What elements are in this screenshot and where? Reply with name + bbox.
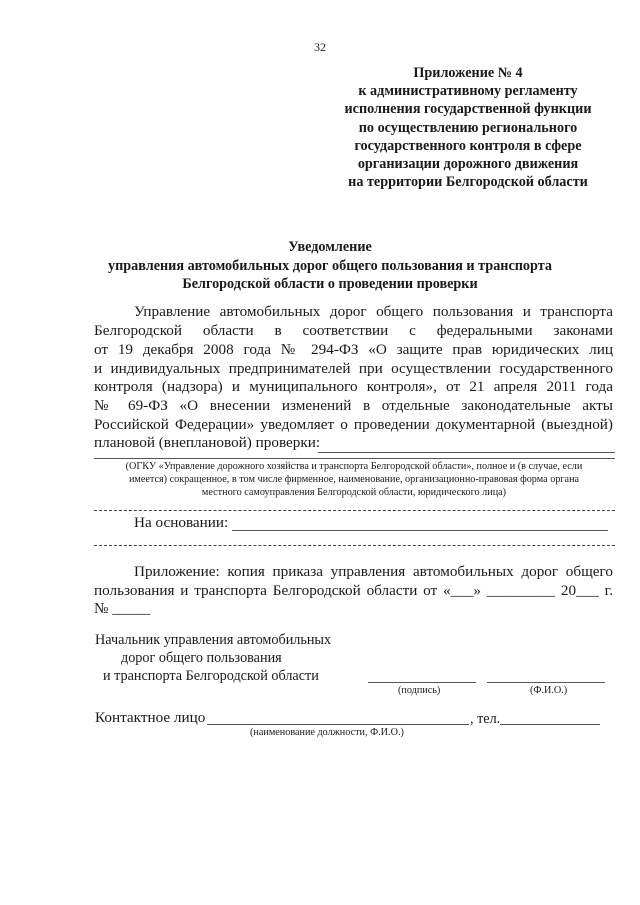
basis-line-2 xyxy=(94,545,615,546)
attachment-line: № _____ xyxy=(94,600,151,617)
body-line: Управление автомобильных дорог общего пользования и транспорта xyxy=(134,303,613,320)
signature-line xyxy=(368,682,476,683)
signatory-line: Начальник управления автомобильных xyxy=(95,632,332,648)
page-number: 32 xyxy=(314,40,326,54)
org-note-line: местного самоуправления Белгородской области, юридического лица) xyxy=(201,487,507,498)
appendix-line: по осуществлению регионального xyxy=(358,119,578,136)
phone-line xyxy=(500,724,600,725)
basis-label: На основании: xyxy=(134,514,229,531)
body-line: Российской Федерации» уведомляет о проведении документарной (выездной) xyxy=(94,416,613,433)
org-note-line: (ОГКУ «Управление дорожного хозяйства и транспорта Белгородской области», полное и (в случае, если xyxy=(125,461,583,472)
inspection-subject-line xyxy=(318,452,615,453)
contact-line xyxy=(207,724,469,725)
inspection-subject-line xyxy=(94,458,615,459)
appendix-line: организации дорожного движения xyxy=(357,156,579,173)
title-line: управления автомобильных дорог общего пользования и транспорта xyxy=(108,257,552,274)
attachment-line: Приложение: копия приказа управления автомобильных дорог общего xyxy=(134,563,613,580)
org-note-line: имеется) сокращенное, в том числе фирменное, наименование, организационно-правовая форма органа xyxy=(128,474,580,485)
title-line: Уведомление xyxy=(288,239,372,255)
appendix-line: Приложение № 4 xyxy=(413,65,523,81)
body-line: плановой (внеплановой) проверки: xyxy=(94,434,321,451)
appendix-line: исполнения государственной функции xyxy=(344,101,592,118)
appendix-line: к административному регламенту xyxy=(358,83,578,100)
signature-caption: (подпись) xyxy=(398,685,441,696)
org-note xyxy=(80,460,628,499)
body-line: № 69-ФЗ «О внесении изменений в отдельные законодательные акты xyxy=(94,397,613,414)
document-title xyxy=(60,238,600,294)
position-caption: (наименование должности, Ф.И.О.) xyxy=(250,727,404,738)
body-line: и индивидуальных предпринимателей при осуществлении государственного xyxy=(94,360,613,377)
name-caption: (Ф.И.О.) xyxy=(530,685,568,696)
phone-label: , тел. xyxy=(470,711,501,727)
signatory-line: дорог общего пользования xyxy=(121,650,282,666)
basis-line xyxy=(232,530,608,531)
separator-line xyxy=(94,510,615,511)
title-line: Белгородской области о проведении проверки xyxy=(182,276,478,292)
attachment-line: пользования и транспорта Белгородской области от «___» _________ 20___ г. xyxy=(94,582,613,599)
contact-label: Контактное лицо xyxy=(95,709,206,726)
appendix-header xyxy=(320,64,616,191)
body-line: контроля (надзора) и муниципального контроля», от 21 апреля 2011 года xyxy=(94,378,613,395)
signatory-line: и транспорта Белгородской области xyxy=(103,668,319,684)
body-line: от 19 декабря 2008 года № 294-ФЗ «О защите прав юридических лиц xyxy=(94,341,613,358)
appendix-line: на территории Белгородской области xyxy=(348,174,588,191)
name-line xyxy=(487,682,605,683)
body-line: Белгородской области в соответствии с федеральными законами xyxy=(94,322,613,339)
appendix-line: государственного контроля в сфере xyxy=(354,137,582,154)
